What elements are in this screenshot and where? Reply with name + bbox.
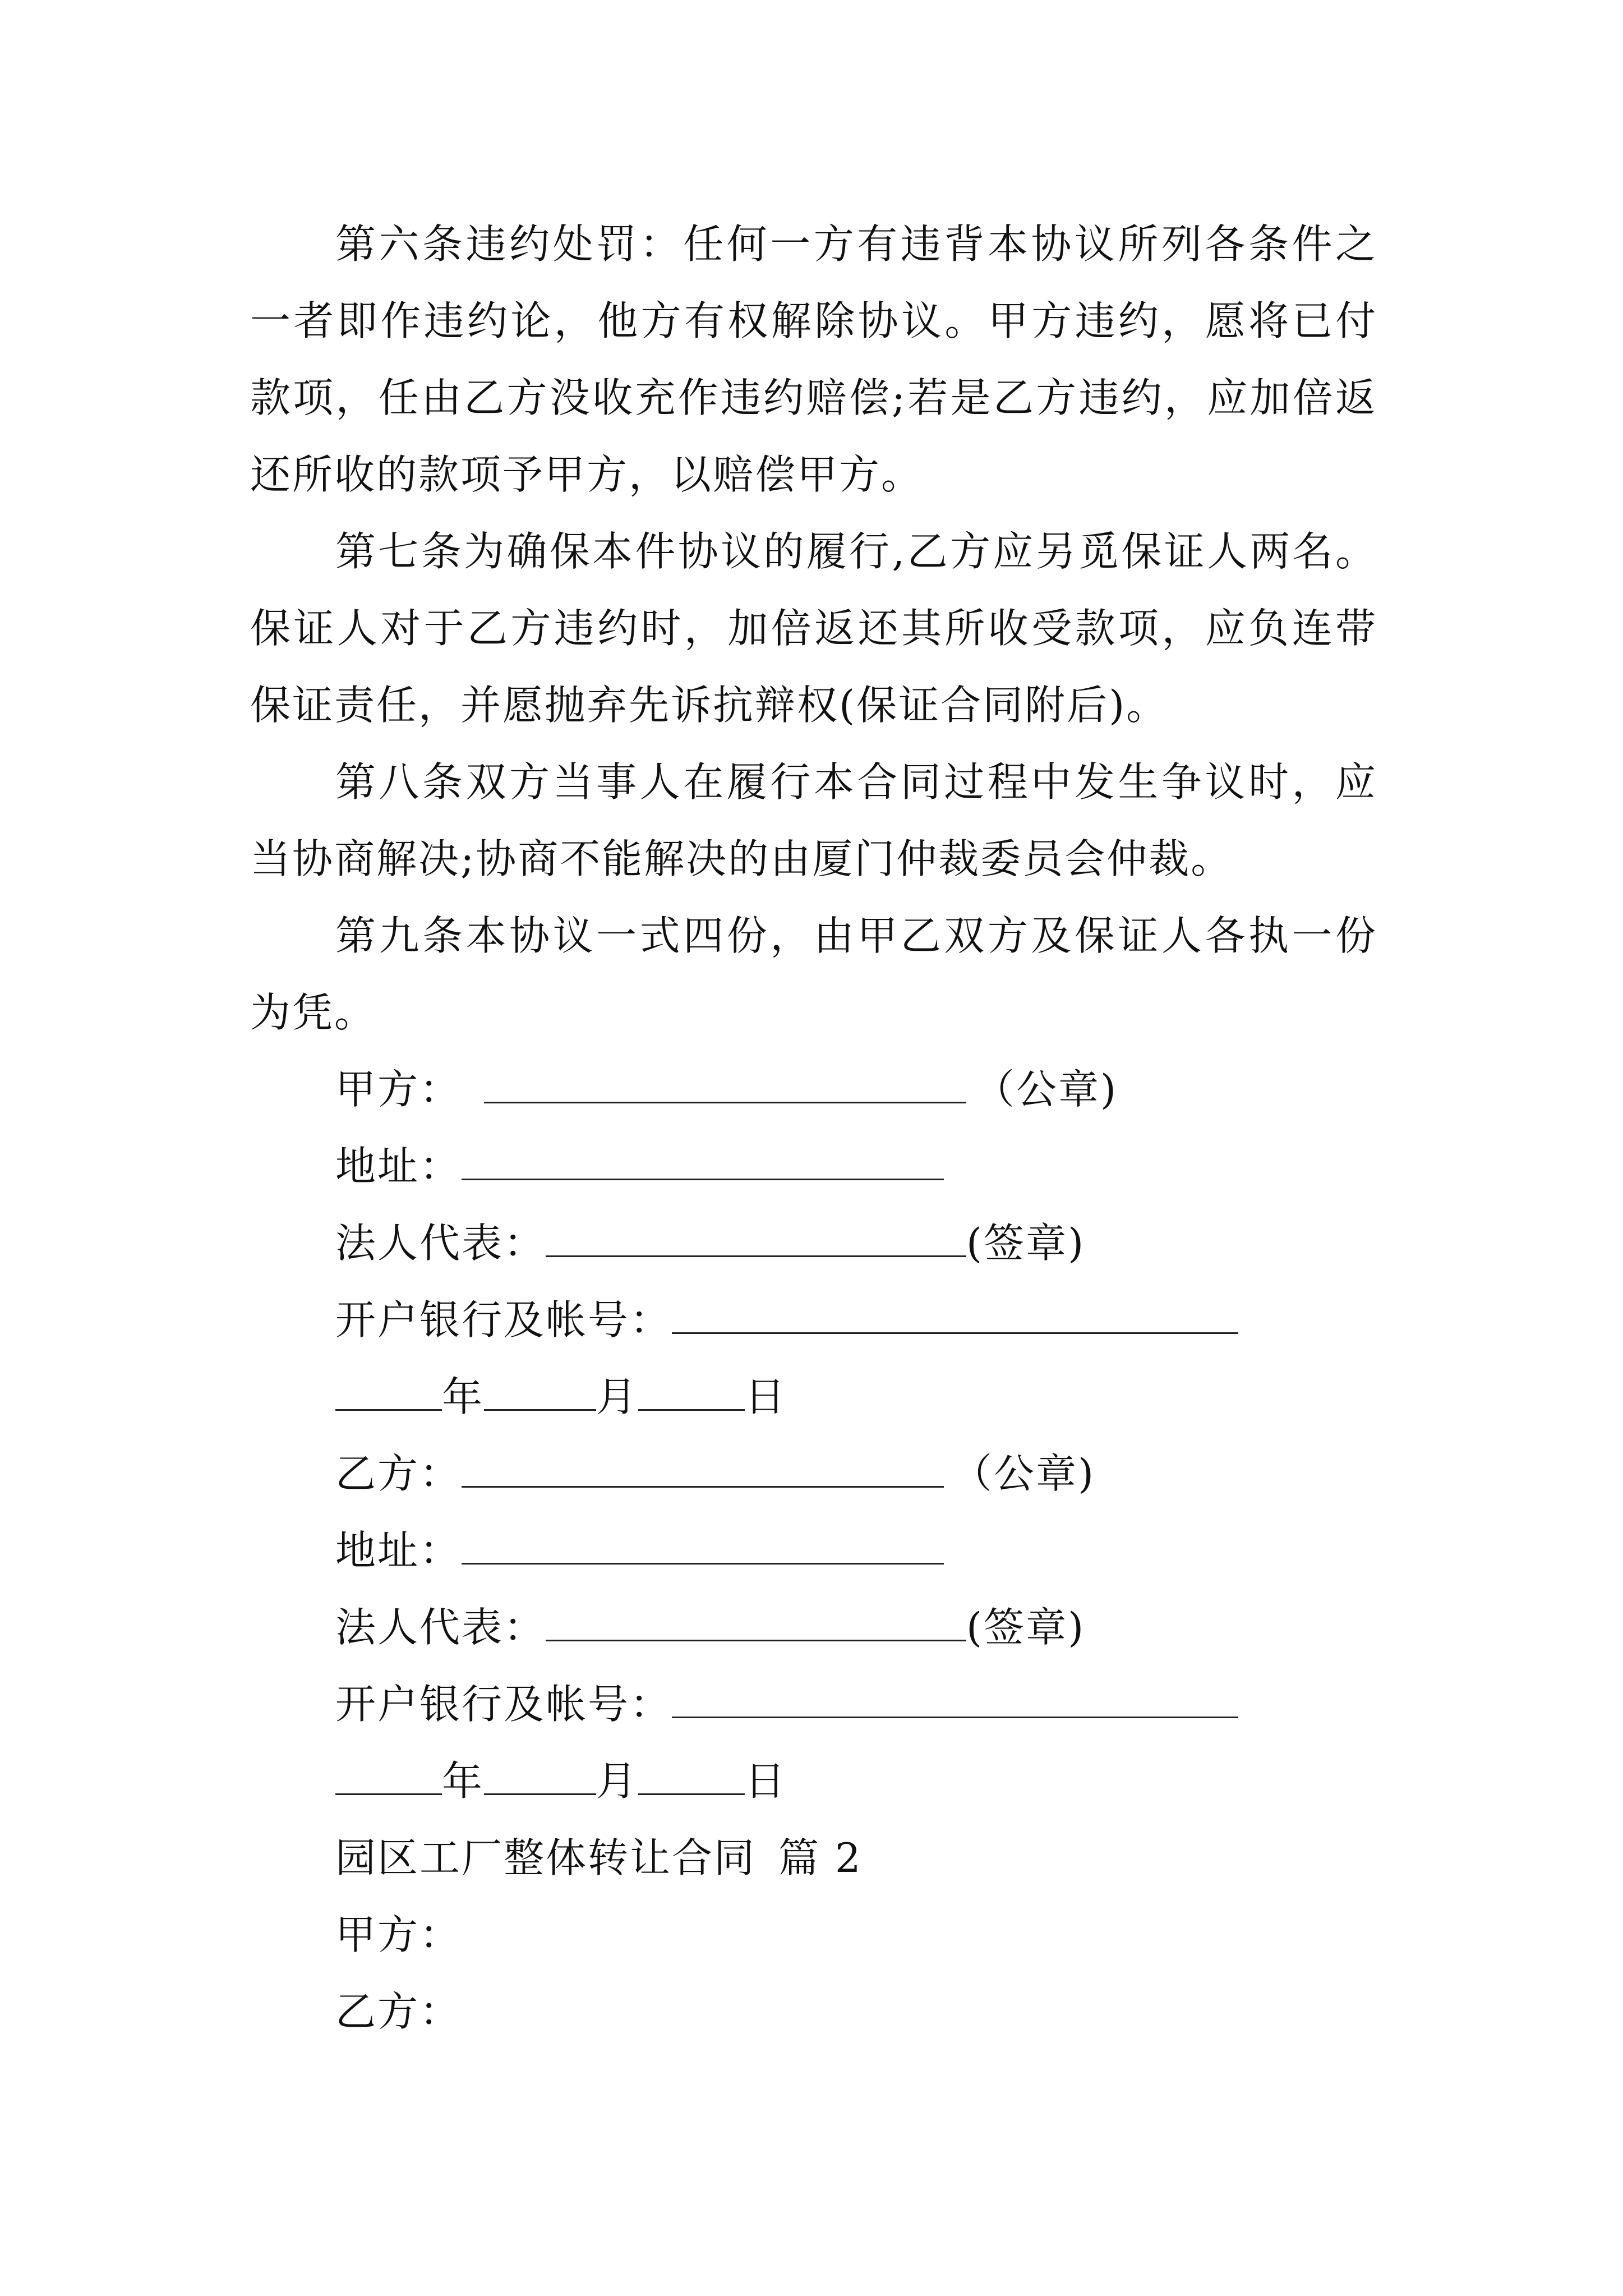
next-contract-part: 篇 2 — [778, 1834, 863, 1881]
party-b-line — [335, 1435, 1095, 1512]
party-b-rep-label: 法人代表： — [335, 1604, 546, 1651]
next-contract-party-b-label: 乙方： — [335, 1988, 462, 2035]
party-b-seal-label: （公章) — [952, 1450, 1096, 1497]
party-b-day-blank — [638, 1750, 745, 1795]
party-a-seal-label: （公章) — [974, 1066, 1118, 1113]
party-b-bank-line — [335, 1666, 1238, 1743]
party-b-address-line — [335, 1512, 944, 1589]
next-contract-heading — [335, 1820, 863, 1897]
clause-7-paragraph: 第七条为确保本件协议的履行,乙方应另觅保证人两名。保证人对于乙方违约时，加倍返还其所收受款项，应负连带保证责任，并愿抛弃先诉抗辩权(保证合同附后)。 — [250, 528, 1377, 729]
next-contract-party-a-label: 甲方： — [335, 1911, 462, 1958]
party-a-month-label: 月 — [596, 1373, 639, 1420]
party-b-year-blank — [335, 1750, 442, 1795]
party-b-month-label: 月 — [596, 1757, 639, 1805]
party-a-bank-line — [335, 1282, 1238, 1359]
party-a-line — [335, 1051, 1118, 1128]
next-contract-party-a-line — [335, 1897, 462, 1973]
party-a-label: 甲方： — [335, 1066, 462, 1113]
party-b-rep-blank — [546, 1596, 966, 1641]
party-a-blank — [484, 1058, 966, 1103]
party-a-rep-line — [335, 1205, 1085, 1282]
party-b-date-line — [335, 1743, 787, 1820]
party-a-address-blank — [462, 1135, 944, 1180]
party-a-day-blank — [638, 1365, 745, 1411]
party-a-year-blank — [335, 1365, 442, 1411]
party-a-address-line — [335, 1128, 944, 1205]
party-b-sign-label: (签章) — [966, 1604, 1086, 1651]
party-a-rep-label: 法人代表： — [335, 1220, 546, 1267]
party-a-bank-blank — [672, 1289, 1238, 1334]
party-a-month-blank — [484, 1365, 596, 1411]
next-contract-party-b-line — [335, 1973, 462, 2050]
party-b-address-blank — [462, 1519, 944, 1565]
next-contract-title: 园区工厂整体转让合同 — [335, 1834, 757, 1881]
party-a-sign-label: (签章) — [966, 1220, 1086, 1267]
party-b-day-label: 日 — [745, 1757, 787, 1805]
party-a-day-label: 日 — [745, 1373, 787, 1420]
party-b-bank-blank — [672, 1673, 1238, 1718]
party-a-address-label: 地址： — [335, 1143, 462, 1190]
party-a-date-line — [335, 1359, 787, 1435]
party-b-address-label: 地址： — [335, 1527, 462, 1574]
party-a-bank-label: 开户银行及帐号： — [335, 1296, 672, 1343]
party-a-year-label: 年 — [442, 1373, 485, 1420]
party-a-rep-blank — [546, 1212, 966, 1257]
party-b-blank — [462, 1442, 944, 1488]
party-b-label: 乙方： — [335, 1450, 462, 1497]
clause-8-paragraph: 第八条双方当事人在履行本合同过程中发生争议时，应当协商解决;协商不能解决的由厦门仲裁委员会仲裁。 — [250, 758, 1377, 882]
party-b-bank-label: 开户银行及帐号： — [335, 1681, 672, 1728]
party-b-month-blank — [484, 1750, 596, 1795]
clause-6-paragraph: 第六条违约处罚：任何一方有违背本协议所列各条件之一者即作违约论，他方有权解除协议。甲方违约，愿将已付款项，任由乙方没收充作违约赔偿;若是乙方违约，应加倍返还所收的款项予甲方，以赔偿甲方。 — [250, 220, 1377, 498]
party-b-rep-line — [335, 1589, 1085, 1666]
party-b-year-label: 年 — [442, 1757, 485, 1805]
clause-9-paragraph: 第九条本协议一式四份，由甲乙双方及保证人各执一份为凭。 — [250, 912, 1377, 1036]
